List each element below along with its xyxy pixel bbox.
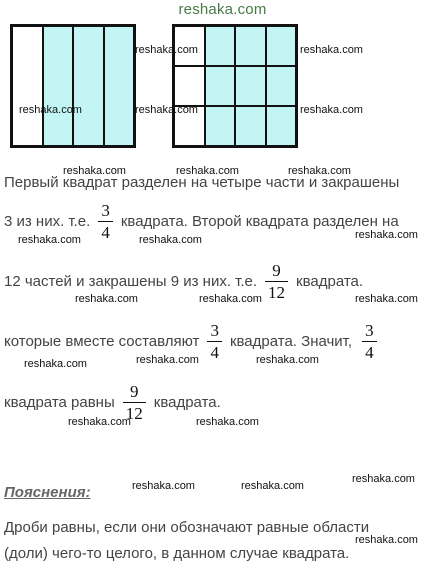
text-line-3 — [4, 262, 363, 301]
fraction-denominator: 12 — [123, 402, 146, 422]
square-part-empty — [12, 26, 43, 146]
fraction-denominator: 12 — [265, 281, 288, 301]
text-segment: Дроби равны, если они обозначают равные области — [4, 519, 370, 536]
fraction-three-quarters — [98, 202, 113, 241]
text-segment: 12 частей и закрашены 9 из них. т.е. — [4, 273, 258, 290]
watermark: reshaka.com — [199, 293, 262, 305]
watermark: reshaka.com — [63, 165, 126, 177]
square-part-shaded — [205, 26, 236, 66]
fraction-denominator: 4 — [362, 341, 377, 361]
text-segment: квадрата. — [296, 273, 364, 290]
watermark: reshaka.com — [300, 44, 363, 56]
text-line-6 — [4, 519, 369, 536]
square-part-shaded — [104, 26, 135, 146]
watermark: reshaka.com — [176, 165, 239, 177]
square-part-shaded — [266, 106, 297, 146]
watermark: reshaka.com — [139, 234, 202, 246]
watermark: reshaka.com — [68, 416, 131, 428]
square-twelve-parts — [172, 24, 298, 148]
square-part-empty — [174, 66, 205, 106]
square-part-shaded — [235, 106, 266, 146]
text-segment: квадрата равны — [4, 394, 115, 411]
fraction-denominator: 4 — [207, 341, 222, 361]
square-part-shaded — [235, 66, 266, 106]
square-part-shaded — [235, 26, 266, 66]
watermark: reshaka.com — [135, 104, 198, 116]
watermark: reshaka.com — [355, 293, 418, 305]
text-segment: квадрата. — [153, 394, 221, 411]
watermark: reshaka.com — [196, 416, 259, 428]
square-part-shaded — [266, 66, 297, 106]
watermark: reshaka.com — [24, 358, 87, 370]
explanation-label: Пояснения: — [4, 484, 91, 501]
watermark: reshaka.com — [75, 293, 138, 305]
text-segment: Первый квадрат разделен на четыре части и закрашены — [4, 174, 400, 191]
watermark: reshaka.com — [355, 229, 418, 241]
watermark: reshaka.com — [256, 354, 319, 366]
watermark: reshaka.com — [136, 354, 199, 366]
watermark: reshaka.com — [300, 104, 363, 116]
square-part-shaded — [205, 106, 236, 146]
watermark: reshaka.com — [132, 480, 195, 492]
fraction-three-quarters — [362, 322, 377, 361]
watermark: reshaka.com — [241, 480, 304, 492]
square-part-shaded — [205, 66, 236, 106]
text-line-7 — [4, 545, 349, 562]
square-part-shaded — [266, 26, 297, 66]
text-segment: 3 из них. т.е. — [4, 213, 91, 230]
site-title[interactable]: reshaka.com — [178, 1, 267, 18]
text-segment: (доли) чего-то целого, в данном случае квадрата. — [4, 545, 350, 562]
watermark: reshaka.com — [19, 104, 82, 116]
watermark: reshaka.com — [288, 165, 351, 177]
fraction-denominator: 4 — [98, 221, 113, 241]
fraction-nine-twelfths — [265, 262, 288, 301]
fraction-numerator: 9 — [272, 261, 281, 280]
watermark: reshaka.com — [352, 473, 415, 485]
fraction-numerator: 9 — [130, 382, 139, 401]
square-four-parts — [10, 24, 136, 148]
fraction-numerator: 3 — [365, 321, 374, 340]
fraction-numerator: 3 — [101, 201, 110, 220]
watermark: reshaka.com — [18, 234, 81, 246]
fraction-numerator: 3 — [210, 321, 219, 340]
watermark: reshaka.com — [135, 44, 198, 56]
text-segment: квадрата. Второй квадрата разделен на — [120, 213, 399, 230]
watermark: reshaka.com — [355, 534, 418, 546]
text-segment: квадрата. Значит, — [229, 333, 353, 350]
square-part-shaded — [73, 26, 104, 146]
square-part-shaded — [43, 26, 74, 146]
fraction-three-quarters — [207, 322, 222, 361]
text-segment: которые вместе составляют — [4, 333, 200, 350]
